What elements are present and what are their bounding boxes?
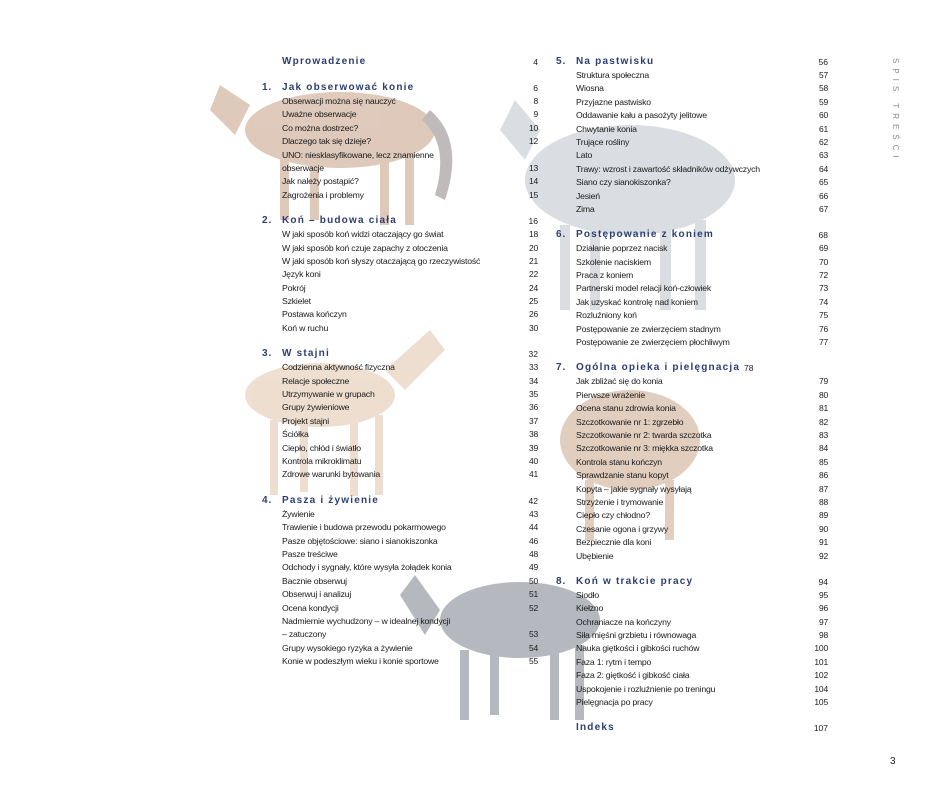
toc-entry[interactable]: Grupy żywieniowe 36 — [282, 402, 538, 413]
toc-entry[interactable]: Koń w ruchu 30 — [282, 322, 538, 333]
toc-entry[interactable]: – zatuczony 53 — [282, 629, 538, 640]
toc-entry[interactable]: Wiosna 58 — [576, 83, 828, 94]
toc-entry[interactable]: Ocena stanu zdrowia konia 81 — [576, 403, 828, 414]
toc-entry[interactable]: Jak zbliżać się do konia 79 — [576, 376, 828, 387]
toc-entry[interactable]: Trujące rośliny 62 — [576, 136, 828, 147]
toc-entry[interactable]: Działanie poprzez nacisk 69 — [576, 243, 828, 254]
toc-entry[interactable]: Ciepło, chłód i światło 39 — [282, 442, 538, 453]
toc-entry[interactable]: Ochraniacze na kończyny 97 — [576, 616, 828, 627]
toc-entry[interactable]: Czesanie ogona i grzywy 90 — [576, 523, 828, 534]
toc-chapter-8 — [556, 575, 828, 710]
toc-entry[interactable]: Szczotkowanie nr 3: miękka szczotka 84 — [576, 443, 828, 454]
chapter-heading[interactable]: 7. Ogólna opieka i pielęgnacja 78 — [556, 362, 754, 374]
toc-entry[interactable]: Zima 67 — [576, 203, 828, 214]
chapter-heading[interactable]: Indeks 107 — [576, 722, 828, 734]
toc-entry[interactable]: Kiełzno 96 — [576, 603, 828, 614]
toc-entry[interactable]: Język koni 22 — [282, 269, 538, 280]
toc-entry[interactable]: Przyjazne pastwisko 59 — [576, 96, 828, 107]
toc-entry[interactable]: Projekt stajni 37 — [282, 415, 538, 426]
toc-entry[interactable]: Ściółka 38 — [282, 429, 538, 440]
toc-entry[interactable]: Zdrowe warunki bytowania 41 — [282, 469, 538, 480]
toc-entry[interactable]: Siła mięśni grzbietu i równowaga 98 — [576, 630, 828, 641]
toc-entry[interactable]: Kontrola mikroklimatu 40 — [282, 455, 538, 466]
chapter-heading[interactable]: 3. W stajni 32 — [262, 348, 538, 360]
chapter-heading[interactable]: 2. Koń – budowa ciała 16 — [262, 215, 538, 227]
toc-entry[interactable]: Bezpiecznie dla koni 91 — [576, 537, 828, 548]
toc-entry[interactable]: Faza 2: giętkość i gibkość ciała 102 — [576, 670, 828, 681]
toc-entry[interactable]: Obserwacji można się nauczyć 8 — [282, 96, 538, 106]
toc-entry[interactable]: Strzyżenie i trymowanie 88 — [576, 496, 828, 507]
toc-left-column — [262, 55, 538, 668]
toc-entry[interactable]: Siano czy sianokiszonka? 65 — [576, 177, 828, 188]
toc-entry[interactable]: Jak należy postąpić? 14 — [282, 176, 538, 187]
toc-entry[interactable]: Zagrożenia i problemy 15 — [282, 189, 538, 200]
chapter-heading[interactable]: 5. Na pastwisku 56 — [556, 56, 828, 67]
section-title-vertical: SPIS TREŚCI — [891, 58, 900, 163]
toc-entry[interactable]: Nauka giętkości i gibkości ruchów 100 — [576, 643, 828, 654]
toc-entry[interactable]: Utrzymywanie w grupach 35 — [282, 389, 538, 400]
toc-entry[interactable]: Faza 1: rytm i tempo 101 — [576, 656, 828, 667]
toc-entry[interactable]: Postępowanie ze zwierzęciem stadnym 76 — [576, 323, 828, 334]
page-number: 3 — [890, 756, 896, 767]
toc-entry[interactable]: Oddawanie kału a pasożyty jelitowe 60 — [576, 110, 828, 121]
toc-entry[interactable]: Relacje społeczne 34 — [282, 375, 538, 386]
toc-entry[interactable]: Sprawdzanie stanu kopyt 86 — [576, 470, 828, 481]
toc-chapter-2 — [262, 214, 538, 335]
toc-entry[interactable]: Codzienna aktywność fizyczna 33 — [282, 362, 538, 373]
chapter-heading[interactable]: 4. Pasza i żywienie 42 — [262, 494, 538, 506]
toc-entry[interactable]: Nadmiernie wychudzony – w idealnej kondycji — [282, 615, 451, 626]
toc-entry[interactable]: Trawienie i budowa przewodu pokarmowego 44 — [282, 522, 538, 533]
toc-entry[interactable]: W jaki sposób koń widzi otaczający go świat 18 — [282, 229, 538, 240]
toc-entry[interactable]: Siodło 95 — [576, 589, 828, 600]
toc-entry[interactable]: Żywienie 43 — [282, 508, 538, 519]
toc-entry[interactable]: Struktura społeczna 57 — [576, 70, 828, 80]
toc-entry[interactable]: UNO: niesklasyfikowane, lecz znamienne — [282, 149, 434, 160]
toc-entry[interactable]: Jesień 66 — [576, 190, 828, 201]
toc-entry[interactable]: Szczotkowanie nr 1: zgrzebło 82 — [576, 416, 828, 427]
toc-entry[interactable]: Postępowanie ze zwierzęciem płochliwym 77 — [576, 337, 828, 348]
toc-entry[interactable]: Ciepło czy chłodno? 89 — [576, 510, 828, 521]
toc-entry[interactable]: Uspokojenie i rozluźnienie po treningu 104 — [576, 683, 828, 694]
toc-entry[interactable]: Szczotkowanie nr 2: twarda szczotka 83 — [576, 429, 828, 440]
toc-chapter-4 — [262, 494, 538, 669]
chapter-heading[interactable]: 6. Postępowanie z koniem 68 — [556, 229, 828, 241]
toc-entry[interactable]: Pokrój 24 — [282, 282, 538, 293]
toc-entry[interactable]: W jaki sposób koń słyszy otaczającą go rzeczywistość 21 — [282, 255, 538, 266]
toc-index — [556, 721, 828, 735]
toc-entry[interactable]: Rozluźniony koń 75 — [576, 310, 828, 321]
chapter-heading[interactable]: 1. Jak obserwować konie 6 — [262, 82, 538, 93]
toc-chapter-3 — [262, 347, 538, 482]
chapter-heading[interactable]: Wprowadzenie 4 — [282, 56, 538, 67]
toc-entry[interactable]: Obserwuj i analizuj 51 — [282, 589, 538, 600]
chapter-heading[interactable]: 8. Koń w trakcie pracy 94 — [556, 575, 828, 587]
toc-right-column — [556, 55, 828, 735]
toc-entry[interactable]: Bacznie obserwuj 50 — [282, 575, 538, 586]
toc-entry[interactable]: Ocena kondycji 52 — [282, 602, 538, 613]
toc-entry[interactable]: Partnerski model relacji koń-człowiek 73 — [576, 283, 828, 294]
toc-entry[interactable]: Postawa kończyn 26 — [282, 309, 538, 320]
toc-entry[interactable]: Jak uzyskać kontrolę nad koniem 74 — [576, 296, 828, 307]
toc-entry[interactable]: Grupy wysokiego ryzyka a żywienie 54 — [282, 642, 538, 653]
toc-entry[interactable]: Praca z koniem 72 — [576, 270, 828, 281]
toc-entry[interactable]: Pasze objętościowe: siano i sianokiszonka 46 — [282, 535, 538, 546]
toc-chapter-6 — [556, 228, 828, 349]
toc-chapter-5 — [556, 55, 828, 216]
toc-entry[interactable]: Szkolenie naciskiem 70 — [576, 256, 828, 267]
toc-entry[interactable]: Pasze treściwe 48 — [282, 548, 538, 559]
toc-chapter-intro — [262, 55, 538, 69]
toc-entry[interactable]: Chwytanie konia 61 — [576, 123, 828, 134]
toc-entry[interactable]: Uważne obserwacje 9 — [282, 109, 538, 120]
toc-chapter-7 — [556, 361, 828, 562]
toc-entry[interactable]: Kopyta – jakie sygnały wysyłają 87 — [576, 483, 828, 494]
toc-entry[interactable]: Konie w podeszłym wieku i konie sportowe 55 — [282, 656, 538, 667]
toc-entry[interactable]: Dlaczego tak się dzieje? 12 — [282, 136, 538, 147]
toc-entry[interactable]: Pielęgnacja po pracy 105 — [576, 697, 828, 708]
toc-entry[interactable]: Szkielet 25 — [282, 296, 538, 307]
toc-entry[interactable]: Trawy: wzrost i zawartość składników odżywczych 64 — [576, 163, 828, 174]
toc-entry[interactable]: obserwacje 13 — [282, 162, 538, 173]
toc-entry[interactable]: Odchody i sygnały, które wysyła żołądek konia 49 — [282, 562, 538, 573]
toc-entry[interactable]: Kontrola stanu kończyn 85 — [576, 456, 828, 467]
toc-chapter-1 — [262, 81, 538, 202]
toc-entry[interactable]: Ubębienie 92 — [576, 550, 828, 561]
toc-entry[interactable]: Lato 63 — [576, 150, 828, 161]
toc-entry[interactable]: Pierwsze wrażenie 80 — [576, 389, 828, 400]
toc-entry[interactable]: Co można dostrzec? 10 — [282, 122, 538, 133]
toc-entry[interactable]: W jaki sposób koń czuje zapachy z otoczenia 20 — [282, 242, 538, 253]
